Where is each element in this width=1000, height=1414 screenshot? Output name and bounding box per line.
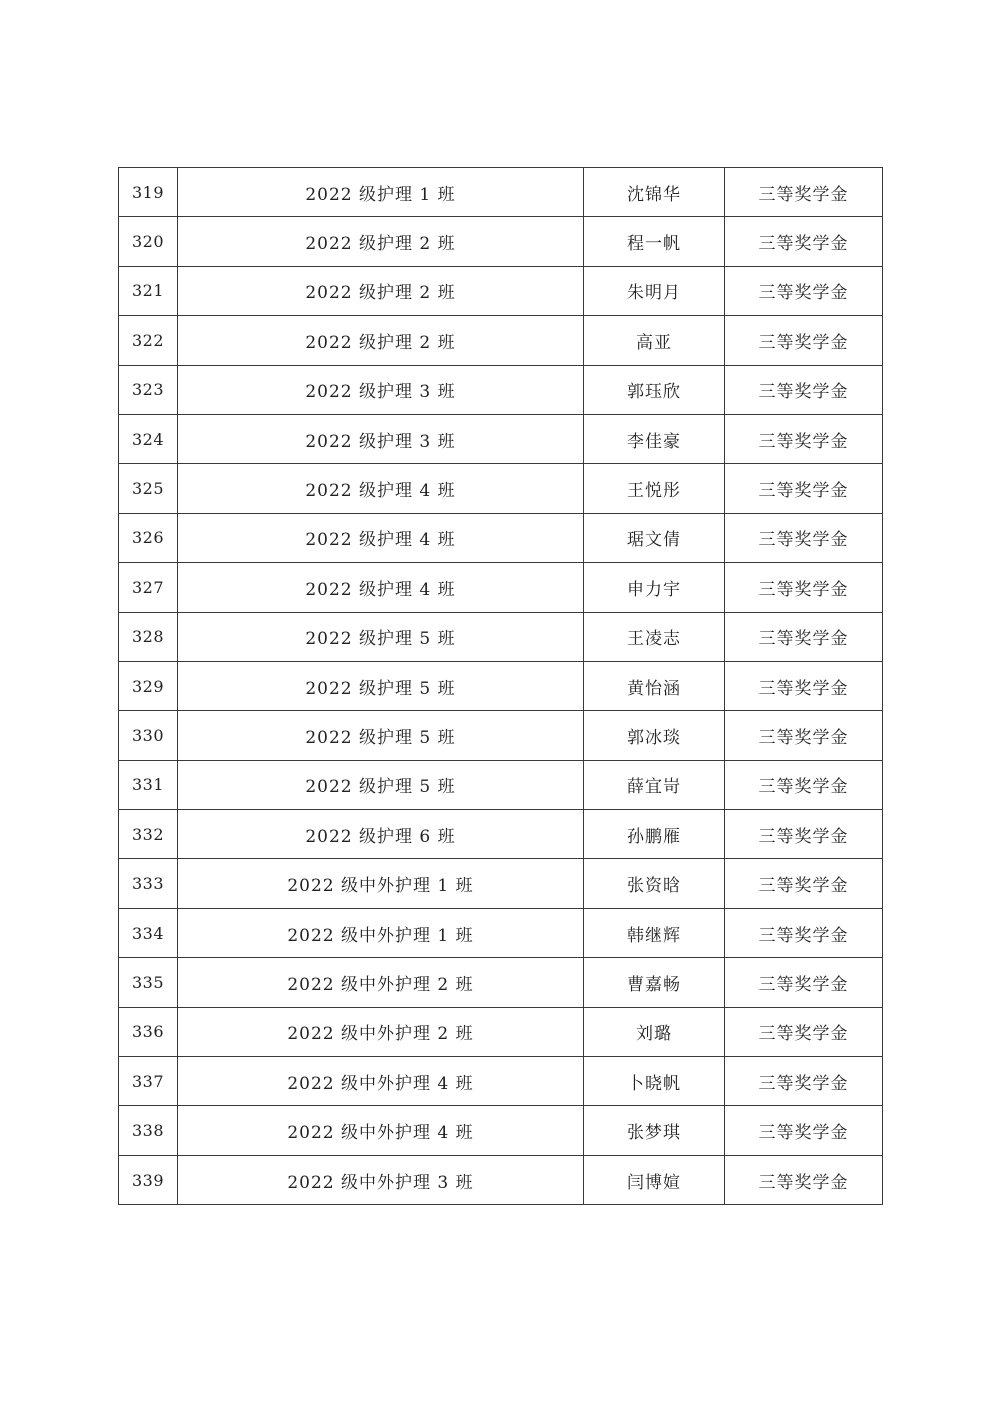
row-student-name: 高亚 [584,316,725,365]
row-class: 2022 级护理 2 班 [178,316,584,365]
table-row [119,859,883,908]
row-award: 三等奖学金 [725,266,883,315]
row-number: 323 [119,365,178,414]
table-row [119,414,883,463]
row-award: 三等奖学金 [725,661,883,710]
table-row [119,217,883,266]
row-number: 335 [119,958,178,1007]
row-student-name: 朱明月 [584,266,725,315]
table-row [119,563,883,612]
row-class: 2022 级中外护理 4 班 [178,1106,584,1155]
row-number: 337 [119,1057,178,1106]
row-number: 338 [119,1106,178,1155]
row-class: 2022 级护理 4 班 [178,513,584,562]
table-row [119,908,883,957]
row-class: 2022 级中外护理 3 班 [178,1155,584,1204]
row-number: 330 [119,711,178,760]
row-number: 328 [119,612,178,661]
row-award: 三等奖学金 [725,612,883,661]
scholarship-table [118,167,883,1205]
row-award: 三等奖学金 [725,513,883,562]
row-number: 319 [119,168,178,217]
row-class: 2022 级护理 3 班 [178,414,584,463]
row-student-name: 孙鹏雁 [584,810,725,859]
row-student-name: 张梦琪 [584,1106,725,1155]
row-award: 三等奖学金 [725,414,883,463]
row-class: 2022 级护理 5 班 [178,760,584,809]
row-number: 322 [119,316,178,365]
row-award: 三等奖学金 [725,908,883,957]
row-number: 324 [119,414,178,463]
table-body [119,168,883,1205]
row-student-name: 王凌志 [584,612,725,661]
table-row [119,1007,883,1056]
row-award: 三等奖学金 [725,1155,883,1204]
row-student-name: 刘璐 [584,1007,725,1056]
row-award: 三等奖学金 [725,711,883,760]
row-student-name: 卜晓帆 [584,1057,725,1106]
row-class: 2022 级中外护理 2 班 [178,1007,584,1056]
row-class: 2022 级中外护理 2 班 [178,958,584,1007]
table-row [119,1155,883,1204]
table-row [119,266,883,315]
row-number: 325 [119,464,178,513]
row-number: 334 [119,908,178,957]
table-row [119,464,883,513]
row-number: 332 [119,810,178,859]
row-student-name: 郭珏欣 [584,365,725,414]
row-number: 331 [119,760,178,809]
row-award: 三等奖学金 [725,168,883,217]
table-row [119,810,883,859]
row-student-name: 李佳豪 [584,414,725,463]
row-student-name: 张资晗 [584,859,725,908]
row-student-name: 沈锦华 [584,168,725,217]
row-number: 329 [119,661,178,710]
row-class: 2022 级护理 6 班 [178,810,584,859]
row-student-name: 程一帆 [584,217,725,266]
row-number: 339 [119,1155,178,1204]
row-class: 2022 级护理 2 班 [178,266,584,315]
row-student-name: 曹嘉畅 [584,958,725,1007]
row-award: 三等奖学金 [725,1057,883,1106]
row-class: 2022 级中外护理 4 班 [178,1057,584,1106]
row-award: 三等奖学金 [725,859,883,908]
row-award: 三等奖学金 [725,810,883,859]
row-award: 三等奖学金 [725,316,883,365]
row-award: 三等奖学金 [725,563,883,612]
row-number: 326 [119,513,178,562]
row-award: 三等奖学金 [725,760,883,809]
row-number: 336 [119,1007,178,1056]
table-row [119,711,883,760]
row-class: 2022 级护理 3 班 [178,365,584,414]
table-row [119,1106,883,1155]
row-number: 320 [119,217,178,266]
row-student-name: 黄怡涵 [584,661,725,710]
row-class: 2022 级护理 5 班 [178,711,584,760]
row-class: 2022 级护理 4 班 [178,563,584,612]
table-row [119,168,883,217]
row-number: 321 [119,266,178,315]
table-row [119,661,883,710]
table-row [119,513,883,562]
row-student-name: 闫博媗 [584,1155,725,1204]
table-row [119,1057,883,1106]
row-number: 327 [119,563,178,612]
row-student-name: 琚文倩 [584,513,725,562]
row-student-name: 薛宜岢 [584,760,725,809]
row-class: 2022 级护理 5 班 [178,661,584,710]
row-class: 2022 级中外护理 1 班 [178,908,584,957]
row-student-name: 申力宇 [584,563,725,612]
row-student-name: 王悦彤 [584,464,725,513]
table-row [119,612,883,661]
row-class: 2022 级护理 5 班 [178,612,584,661]
row-number: 333 [119,859,178,908]
table-row [119,365,883,414]
row-class: 2022 级中外护理 1 班 [178,859,584,908]
row-award: 三等奖学金 [725,958,883,1007]
row-student-name: 郭冰琰 [584,711,725,760]
row-class: 2022 级护理 2 班 [178,217,584,266]
row-award: 三等奖学金 [725,217,883,266]
table-row [119,316,883,365]
row-award: 三等奖学金 [725,464,883,513]
row-class: 2022 级护理 1 班 [178,168,584,217]
table-row [119,958,883,1007]
row-award: 三等奖学金 [725,1007,883,1056]
row-award: 三等奖学金 [725,365,883,414]
row-student-name: 韩继辉 [584,908,725,957]
table-row [119,760,883,809]
row-class: 2022 级护理 4 班 [178,464,584,513]
row-award: 三等奖学金 [725,1106,883,1155]
